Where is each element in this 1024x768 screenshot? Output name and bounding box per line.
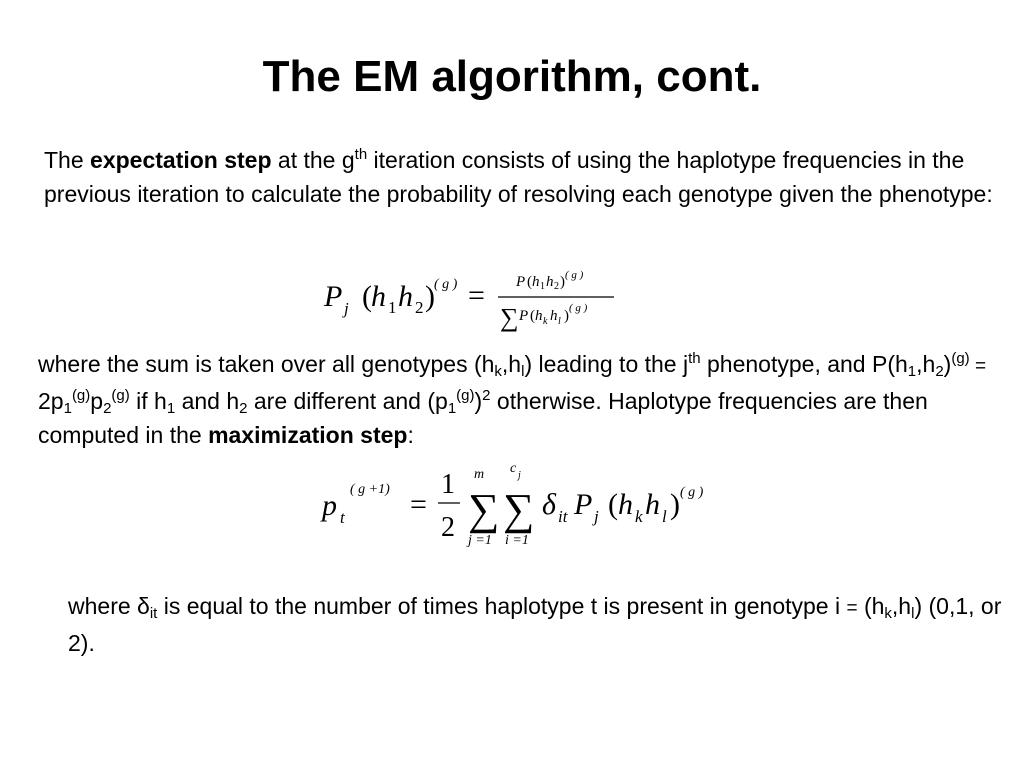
svg-text:h: h <box>550 308 558 324</box>
svg-text:h: h <box>371 280 386 313</box>
svg-text:h: h <box>546 274 554 290</box>
svg-text:h: h <box>398 280 413 313</box>
svg-text:it: it <box>558 507 568 526</box>
svg-text:( g +1): ( g +1) <box>350 482 390 497</box>
svg-text:j =1: j =1 <box>468 533 492 548</box>
svg-text:h: h <box>618 488 633 521</box>
svg-text:l: l <box>662 507 667 526</box>
svg-text:m: m <box>474 467 485 482</box>
svg-text:=: = <box>410 488 427 521</box>
svg-text:): ) <box>670 488 680 521</box>
svg-text:h: h <box>532 274 540 290</box>
svg-text:k: k <box>543 316 548 327</box>
svg-text:j: j <box>518 470 521 481</box>
svg-text:1: 1 <box>388 298 397 317</box>
svg-text:): ) <box>564 308 569 324</box>
svg-text:k: k <box>635 507 643 526</box>
expectation-step-paragraph: The expectation step at the $g^{th}$ iteration consists of using the haplotype frequencies in the previous iteration to calculate the probability of resolving each genotype given the phenotype: <box>44 146 993 207</box>
svg-text:P: P <box>519 308 529 324</box>
eq2-p: p <box>322 489 337 522</box>
svg-text:j: j <box>594 507 599 526</box>
svg-text:j: j <box>344 299 349 318</box>
svg-text:): ) <box>425 280 435 313</box>
svg-text:2: 2 <box>554 281 559 292</box>
svg-text:t: t <box>340 508 345 527</box>
svg-text:( g ): ( g ) <box>569 302 588 314</box>
svg-text:1: 1 <box>540 281 545 292</box>
svg-text:2: 2 <box>415 298 424 317</box>
svg-text:(: ( <box>530 308 535 324</box>
svg-text:(: ( <box>608 488 618 521</box>
expectation-equation <box>318 262 628 338</box>
svg-text:( g ): ( g ) <box>565 269 584 281</box>
svg-text:P: P <box>574 488 593 521</box>
svg-text:( g ): ( g ) <box>434 277 458 292</box>
svg-text:∑: ∑ <box>503 485 535 534</box>
svg-text:2: 2 <box>441 512 455 543</box>
svg-text:(: ( <box>362 280 372 313</box>
delta-explanation-paragraph: where $\delta_{it}$ is equal to the number of times haplotype t is present in genotype $i = (h_k,h_l)$ (0,1, or 2). <box>68 593 1002 656</box>
svg-text:): ) <box>560 274 565 290</box>
sum-explanation-paragraph: where the sum is taken over all genotypes $(h_k,h_l)$ leading to the $j^{th}$ phenotype, and $P(h_1,h_2)^{(g)} = 2p_1^{(g)}p_2^{(g)}$ if $h_1$ and $h_2$ are different and $(p_1^{(g)})^2$ otherwise. Haplotype frequencies are then computed in the maximization step: <box>38 350 987 448</box>
svg-text:i =1: i =1 <box>505 533 529 548</box>
maximization-equation <box>318 458 718 554</box>
svg-text:∑: ∑ <box>468 485 500 534</box>
svg-text:(: ( <box>527 274 532 290</box>
slide-title: The EM algorithm, cont. <box>262 52 762 101</box>
svg-text:l: l <box>558 316 561 327</box>
svg-text:∑: ∑ <box>500 303 519 332</box>
svg-text:P: P <box>516 274 526 290</box>
svg-text:δ: δ <box>542 488 556 521</box>
svg-text:1: 1 <box>441 469 455 500</box>
svg-text:h: h <box>535 308 543 324</box>
svg-text:( g ): ( g ) <box>680 485 704 500</box>
svg-text:=: = <box>468 279 485 312</box>
svg-text:h: h <box>645 488 660 521</box>
svg-text:c: c <box>510 461 517 476</box>
eq1-P: P <box>324 280 343 313</box>
